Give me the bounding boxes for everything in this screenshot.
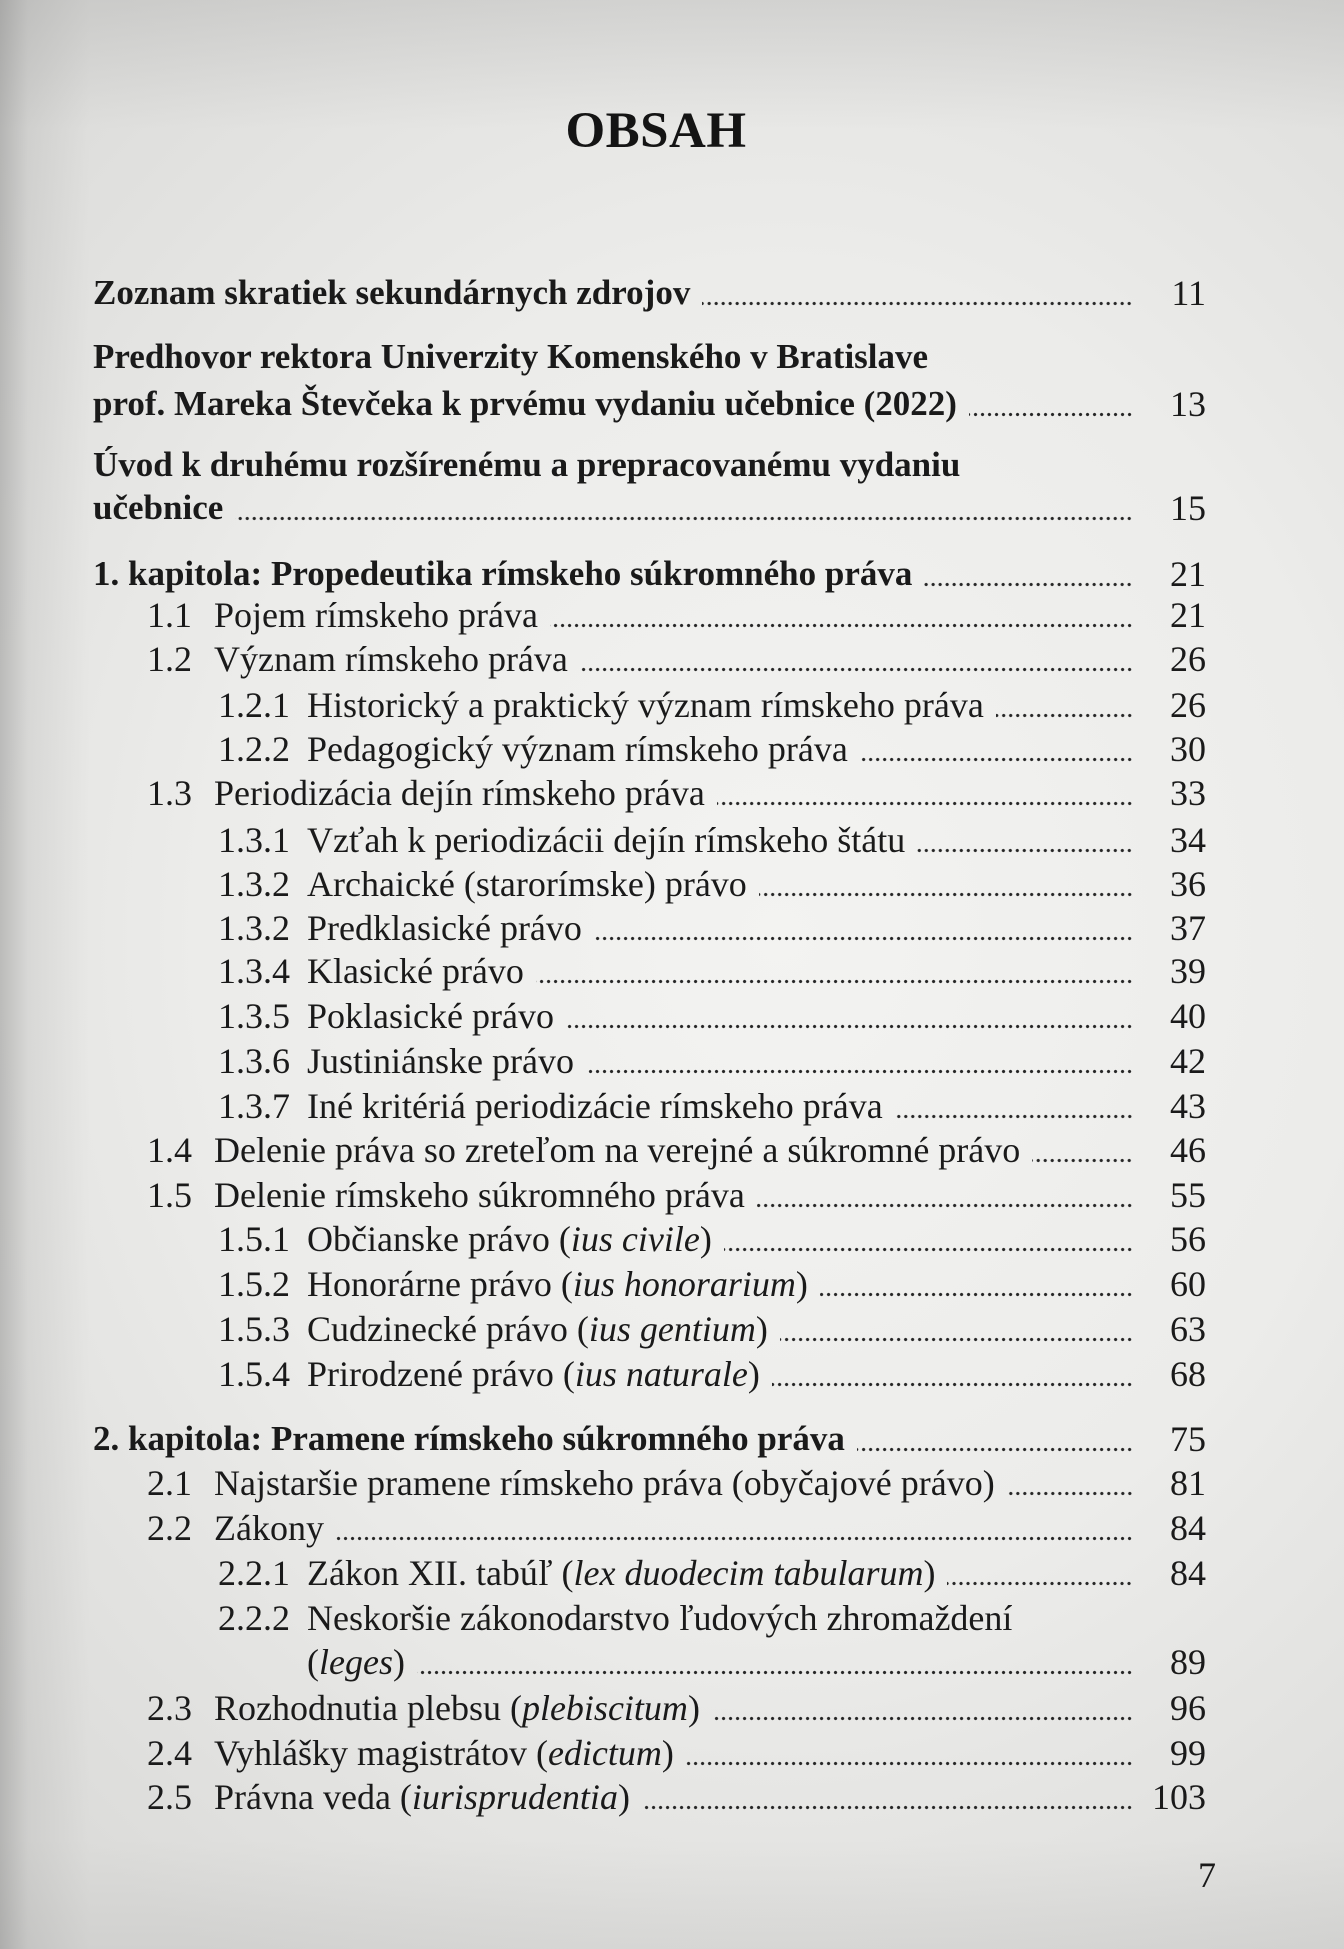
subsection-number: 1.5.2 xyxy=(218,1264,290,1304)
section-number: 1.4 xyxy=(147,1130,192,1170)
subsection-title-text: Honorárne právo ( xyxy=(307,1264,573,1304)
page-title: OBSAH xyxy=(565,103,747,159)
section-title-text: Právna veda ( xyxy=(214,1777,412,1817)
toc-subsection xyxy=(218,949,1206,993)
entry-title: učebnice xyxy=(93,488,224,527)
dot-leader xyxy=(780,1307,1133,1351)
latin-term: plebiscitum xyxy=(521,1688,688,1728)
section-title: Delenie rímskeho súkromného práva xyxy=(214,1175,745,1215)
dot-leader xyxy=(417,1640,1133,1684)
subsection-title: Justiniánske právo xyxy=(307,1041,574,1081)
page-number: 46 xyxy=(1170,1130,1206,1170)
toc-subsection xyxy=(218,994,1206,1038)
entry-title: Predhovor rektora Univerzity Komenského v Bratislave xyxy=(93,337,929,376)
subsection-number: 1.5.3 xyxy=(218,1309,290,1349)
page-number: 40 xyxy=(1170,996,1206,1036)
toc-chapter xyxy=(93,552,1206,596)
subsection-number: 1.3.1 xyxy=(218,820,290,860)
toc-section xyxy=(147,1128,1206,1172)
dot-leader xyxy=(947,1551,1133,1595)
toc-subsection xyxy=(218,1551,1206,1595)
subsection-number: 1.3.4 xyxy=(218,951,290,991)
section-title: Najstaršie pramene rímskeho práva (obyčajové právo) xyxy=(214,1463,995,1503)
dot-leader xyxy=(924,552,1133,596)
page-number: 21 xyxy=(1170,595,1206,635)
dot-leader xyxy=(757,1173,1133,1217)
toc-entry-front xyxy=(93,271,1206,315)
latin-term: ius civile xyxy=(570,1219,700,1259)
dot-leader xyxy=(820,1262,1133,1306)
dot-leader xyxy=(712,1686,1133,1730)
section-title: Delenie práva so zreteľom na verejné a súkromné právo xyxy=(214,1130,1021,1170)
page-number: 84 xyxy=(1170,1553,1206,1593)
subsection-number: 1.2.1 xyxy=(218,685,290,725)
section-number: 2.2 xyxy=(147,1508,192,1548)
toc-section xyxy=(147,593,1206,637)
page-number: 37 xyxy=(1170,908,1206,948)
dot-leader xyxy=(1032,1128,1133,1172)
subsection-title: Pedagogický význam rímskeho práva xyxy=(307,729,848,769)
folio-page-number: 7 xyxy=(1198,1855,1216,1895)
dot-leader xyxy=(594,906,1133,950)
section-title xyxy=(214,1731,674,1775)
closing-parenthesis: ) xyxy=(617,1777,630,1817)
closing-parenthesis: ) xyxy=(795,1264,808,1304)
subsection-title-text: Zákon XII. tabúľ ( xyxy=(307,1553,574,1593)
dot-leader xyxy=(702,271,1133,315)
page-number: 56 xyxy=(1170,1219,1206,1259)
dot-leader xyxy=(586,1039,1133,1083)
subsection-number: 1.2.2 xyxy=(218,729,290,769)
dot-leader xyxy=(895,1084,1133,1128)
section-title xyxy=(214,1775,630,1819)
dot-leader xyxy=(235,486,1133,530)
subsection-title: Historický a praktický význam rímskeho práva xyxy=(307,685,984,725)
entry-title: Úvod k druhému rozšírenému a prepracovanému vydaniu xyxy=(93,445,961,484)
latin-term: lex duodecim tabularum xyxy=(573,1553,924,1593)
section-title-text: Vyhlášky magistrátov ( xyxy=(214,1733,548,1773)
closing-parenthesis: ) xyxy=(661,1733,674,1773)
toc-section xyxy=(147,771,1206,815)
latin-term: ius honorarium xyxy=(572,1264,796,1304)
dot-leader xyxy=(536,949,1133,993)
section-title: Význam rímskeho práva xyxy=(214,639,568,679)
dot-leader xyxy=(724,1217,1133,1261)
toc-subsection xyxy=(218,727,1206,771)
section-title-text: Rozhodnutia plebsu ( xyxy=(214,1688,522,1728)
closing-parenthesis: ) xyxy=(699,1219,712,1259)
chapter-title: 2. kapitola: Pramene rímskeho súkromného práva xyxy=(93,1419,845,1458)
section-number: 2.5 xyxy=(147,1777,192,1817)
page-number: 30 xyxy=(1170,729,1206,769)
dot-leader xyxy=(642,1775,1133,1819)
subsection-title: Poklasické právo xyxy=(307,996,554,1036)
subsection-number: 1.3.6 xyxy=(218,1041,290,1081)
page-number: 55 xyxy=(1170,1175,1206,1215)
dot-leader xyxy=(550,593,1133,637)
toc-subsection xyxy=(218,683,1206,727)
subsection-title: Vzťah k periodizácii dejín rímskeho štátu xyxy=(307,820,906,860)
entry-title: prof. Mareka Števčeka k prvému vydaniu učebnice (2022) xyxy=(93,384,957,423)
subsection-title xyxy=(307,1217,712,1261)
subsection-title xyxy=(307,1640,405,1684)
subsection-title xyxy=(307,1307,768,1351)
closing-parenthesis: ) xyxy=(755,1309,768,1349)
opening-parenthesis: ( xyxy=(307,1642,319,1682)
subsection-title: Predklasické právo xyxy=(307,908,582,948)
dot-leader xyxy=(860,727,1133,771)
subsection-number: 1.5.1 xyxy=(218,1219,290,1259)
subsection-title-text: Cudzinecké právo ( xyxy=(307,1309,589,1349)
subsection-number: 1.3.2 xyxy=(218,908,290,948)
section-title xyxy=(214,1686,700,1730)
page-number: 60 xyxy=(1170,1264,1206,1304)
toc-subsection xyxy=(218,1596,1206,1640)
subsection-title-text: Prirodzené právo ( xyxy=(307,1354,575,1394)
page-number: 26 xyxy=(1170,639,1206,679)
subsection-title: Klasické právo xyxy=(307,951,524,991)
toc-entry-front-continued xyxy=(93,486,1206,530)
dot-leader xyxy=(969,382,1133,426)
subsection-title xyxy=(307,1551,935,1595)
section-number: 1.3 xyxy=(147,773,192,813)
page-number: 103 xyxy=(1152,1777,1206,1817)
toc-subsection xyxy=(218,906,1206,950)
toc-subsection-continued xyxy=(307,1640,1206,1684)
latin-term: leges xyxy=(319,1642,393,1682)
dot-leader xyxy=(566,994,1133,1038)
page-number: 36 xyxy=(1170,864,1206,904)
page-number: 96 xyxy=(1170,1688,1206,1728)
subsection-number: 2.2.2 xyxy=(218,1598,290,1638)
chapter-title: 1. kapitola: Propedeutika rímskeho súkromného práva xyxy=(93,554,913,593)
closing-parenthesis: ) xyxy=(392,1642,405,1682)
closing-parenthesis: ) xyxy=(923,1553,936,1593)
toc-section xyxy=(147,1731,1206,1775)
toc-entry-front xyxy=(93,443,1206,487)
subsection-title-text: Občianske právo ( xyxy=(307,1219,571,1259)
toc-subsection xyxy=(218,1217,1206,1261)
toc-section xyxy=(147,637,1206,681)
toc-section xyxy=(147,1461,1206,1505)
toc-section xyxy=(147,1775,1206,1819)
entry-title: Zoznam skratiek sekundárnych zdrojov xyxy=(93,273,691,312)
subsection-title: Iné kritériá periodizácie rímskeho práva xyxy=(307,1086,883,1126)
closing-parenthesis: ) xyxy=(747,1354,760,1394)
dot-leader xyxy=(996,683,1133,727)
page-number: 26 xyxy=(1170,685,1206,725)
dot-leader xyxy=(772,1352,1133,1396)
section-number: 2.4 xyxy=(147,1733,192,1773)
latin-term: edictum xyxy=(547,1733,662,1773)
subsection-number: 1.3.2 xyxy=(218,864,290,904)
subsection-number: 1.3.7 xyxy=(218,1086,290,1126)
page-number: 42 xyxy=(1170,1041,1206,1081)
dot-leader xyxy=(717,771,1133,815)
toc-subsection xyxy=(218,1262,1206,1306)
page-number: 11 xyxy=(1171,273,1206,313)
page-number: 33 xyxy=(1170,773,1206,813)
dot-leader xyxy=(1007,1461,1133,1505)
toc-entry-front xyxy=(93,335,1206,379)
page-number: 63 xyxy=(1170,1309,1206,1349)
section-title: Pojem rímskeho práva xyxy=(214,595,538,635)
dot-leader xyxy=(759,862,1133,906)
subsection-title xyxy=(307,1262,808,1306)
toc-subsection xyxy=(218,1084,1206,1128)
toc-section xyxy=(147,1686,1206,1730)
latin-term: iurisprudentia xyxy=(411,1777,618,1817)
toc-subsection xyxy=(218,1352,1206,1396)
latin-term: ius naturale xyxy=(574,1354,748,1394)
page-number: 68 xyxy=(1170,1354,1206,1394)
page-number: 75 xyxy=(1170,1419,1206,1459)
page-number: 81 xyxy=(1170,1463,1206,1503)
page-number: 13 xyxy=(1170,384,1206,424)
page-number: 43 xyxy=(1170,1086,1206,1126)
section-number: 2.1 xyxy=(147,1463,192,1503)
subsection-title: Archaické (starorímske) právo xyxy=(307,864,747,904)
section-number: 1.1 xyxy=(147,595,192,635)
page-number: 39 xyxy=(1170,951,1206,991)
page-number: 15 xyxy=(1170,488,1206,528)
toc-subsection xyxy=(218,1039,1206,1083)
section-number: 1.5 xyxy=(147,1175,192,1215)
subsection-number: 2.2.1 xyxy=(218,1553,290,1593)
section-title: Zákony xyxy=(214,1508,324,1548)
page-number: 34 xyxy=(1170,820,1206,860)
section-title: Periodizácia dejín rímskeho práva xyxy=(214,773,705,813)
dot-leader xyxy=(857,1417,1133,1461)
page-number: 84 xyxy=(1170,1508,1206,1548)
subsection-number: 1.3.5 xyxy=(218,996,290,1036)
toc-subsection xyxy=(218,818,1206,862)
dot-leader xyxy=(336,1506,1133,1550)
toc-subsection xyxy=(218,1307,1206,1351)
section-number: 1.2 xyxy=(147,639,192,679)
subsection-title: Neskoršie zákonodarstvo ľudových zhromaždení xyxy=(307,1598,1013,1638)
latin-term: ius gentium xyxy=(588,1309,756,1349)
toc-section xyxy=(147,1173,1206,1217)
subsection-number: 1.5.4 xyxy=(218,1354,290,1394)
dot-leader xyxy=(686,1731,1133,1775)
page-number: 89 xyxy=(1170,1642,1206,1682)
toc-section xyxy=(147,1506,1206,1550)
toc-entry-front-continued xyxy=(93,382,1206,426)
dot-leader xyxy=(917,818,1133,862)
dot-leader xyxy=(580,637,1133,681)
page-number: 99 xyxy=(1170,1733,1206,1773)
page-number: 21 xyxy=(1170,554,1206,594)
closing-parenthesis: ) xyxy=(687,1688,700,1728)
subsection-title xyxy=(307,1352,760,1396)
toc-chapter xyxy=(93,1417,1206,1461)
section-number: 2.3 xyxy=(147,1688,192,1728)
toc-subsection xyxy=(218,862,1206,906)
